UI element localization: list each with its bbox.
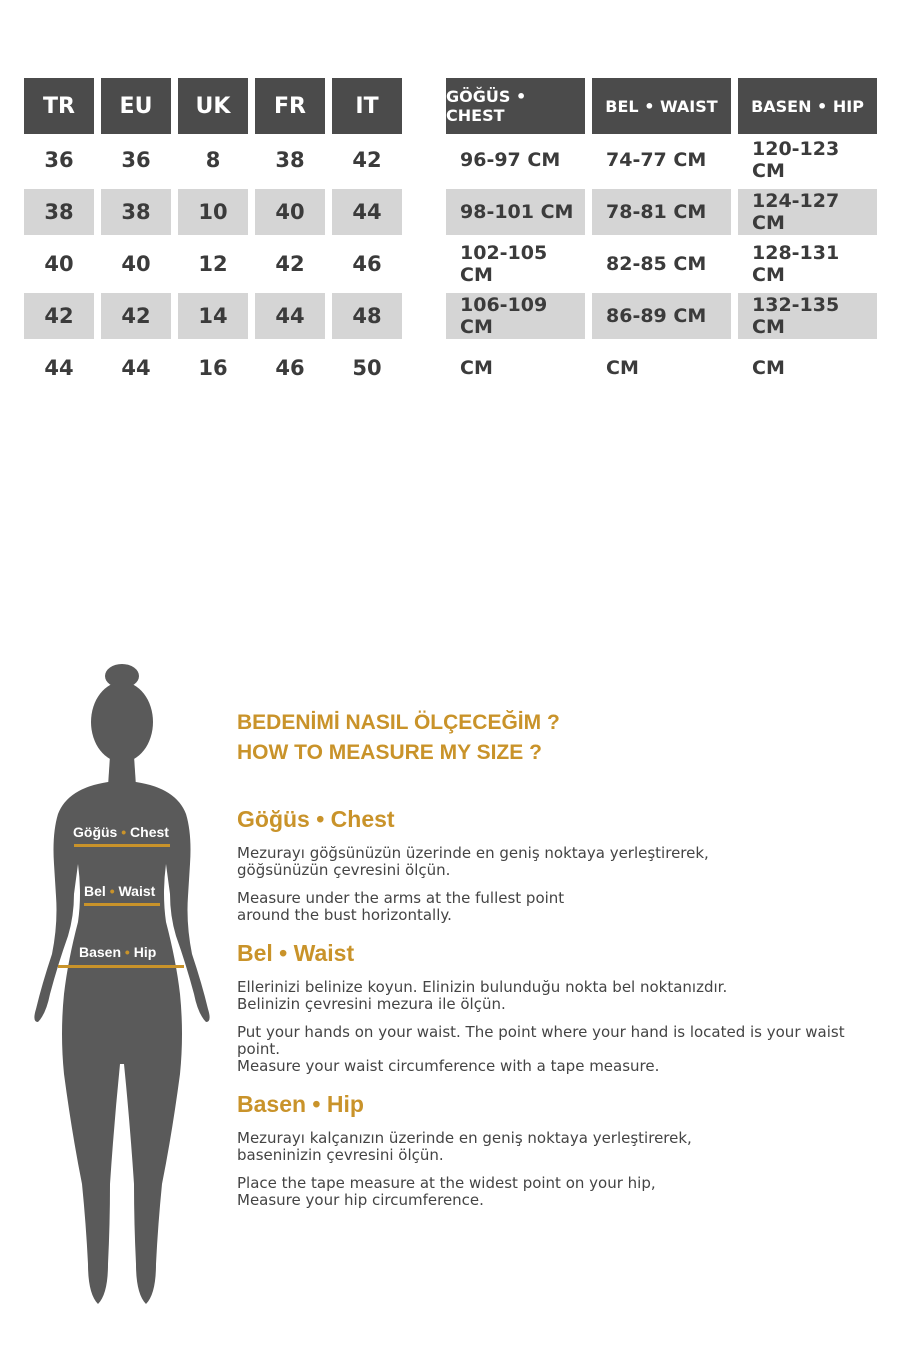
size-table-cell: 46 [352,252,382,276]
measure-table-header-cell: GÖĞÜS • CHEST [446,78,585,134]
guide-title-en: HOW TO MEASURE MY SIZE ? [237,741,542,764]
chest-section [237,806,877,924]
waist-tr-line-1: Ellerinizi belinize koyun. Elinizin bulunduğu nokta bel noktanızdır. [237,978,728,996]
measure-table-cell: 86-89 CM [592,293,731,339]
size-table-cell: 40 [121,252,151,276]
size-table-header-cell: TR [24,78,94,134]
chest-section-title: Göğüs • Chest [237,806,395,832]
size-table-cell: 36 [121,148,151,172]
size-table-cell: 14 [178,293,248,339]
measure-table-cell: 96-97 CM [460,149,561,171]
measure-table-cell: 82-85 CM [606,253,707,275]
size-table-header-row [24,78,409,134]
waist-tr-line-2: Belinizin çevresini mezura ile ölçün. [237,995,506,1013]
measure-table-header-row [446,78,884,134]
measure-table-cell: 120-123 CM [752,138,840,182]
size-table-cell: 36 [44,148,74,172]
hip-en-line-2: Measure your hip circumference. [237,1191,484,1209]
hip-figure-label: Basen • Hip [79,944,157,960]
chest-tr-line-2: göğsünüzün çevresini ölçün. [237,861,451,879]
size-conversion-table [24,78,409,394]
waist-section [237,940,877,1075]
body-silhouette-figure [28,664,218,1314]
size-table-cell: 46 [275,356,305,380]
size-table-cell: 44 [121,356,151,380]
size-table-cell: 10 [178,189,248,235]
chest-en-line-1: Measure under the arms at the fullest point [237,889,565,907]
size-table-cell: 38 [275,148,305,172]
measure-table-cell: CM [460,357,493,379]
measure-table-cell: 124-127 CM [738,189,877,235]
waist-marker-line [84,903,160,906]
measure-table-row [446,186,884,238]
size-table-header-cell: IT [332,78,402,134]
size-table-cell: 42 [275,252,305,276]
size-table-row [24,134,409,186]
measure-table-cell: 98-101 CM [446,189,585,235]
measure-table-cell: 132-135 CM [738,293,877,339]
hip-section-title: Basen • Hip [237,1091,364,1117]
size-table-cell: 50 [352,356,382,380]
waist-en-line-1: Put your hands on your waist. The point where your hand is located is your waist point. [237,1023,845,1058]
size-table-cell: 44 [255,293,325,339]
measuring-guide [237,708,877,1209]
measure-table-cell: CM [752,357,785,379]
size-table-cell: 40 [44,252,74,276]
measure-table-row [446,342,884,394]
size-table-row [24,238,409,290]
waist-figure-label: Bel • Waist [84,883,156,899]
size-table-cell: 42 [101,293,171,339]
size-table-cell: 48 [332,293,402,339]
chest-tr-line-1: Mezurayı göğsünüzün üzerinde en geniş noktaya yerleştirerek, [237,844,709,862]
size-table-row [24,342,409,394]
size-table-cell: 42 [352,148,382,172]
measure-table-cell: 128-131 CM [752,242,840,286]
chest-en-line-2: around the bust horizontally. [237,906,452,924]
size-table-cell: 42 [24,293,94,339]
measure-table-row [446,290,884,342]
measure-table-cell: CM [606,357,639,379]
size-table-cell: 44 [332,189,402,235]
hip-en-line-1: Place the tape measure at the widest point on your hip, [237,1174,656,1192]
size-table-cell: 8 [205,148,221,172]
size-table-cell: 16 [198,356,228,380]
size-table-cell: 44 [44,356,74,380]
size-table-cell: 12 [198,252,228,276]
measure-table-cell: 74-77 CM [606,149,707,171]
size-table-header-cell: FR [255,78,325,134]
measure-table-row [446,238,884,290]
body-measurement-table [446,78,884,394]
size-table-header-cell: UK [178,78,248,134]
measure-table-cell: 78-81 CM [592,189,731,235]
size-table-cell: 38 [24,189,94,235]
measure-table-cell: 106-109 CM [446,293,585,339]
hip-section [237,1091,877,1209]
waist-section-title: Bel • Waist [237,940,355,966]
woman-silhouette-icon [28,664,218,1314]
measure-table-cell: 102-105 CM [460,242,548,286]
size-table-row [24,290,409,342]
measure-table-row [446,134,884,186]
hip-tr-line-2: baseninizin çevresini ölçün. [237,1146,444,1164]
hip-marker-line [58,965,184,968]
measure-table-header-cell: BEL • WAIST [592,78,731,134]
size-table-cell: 38 [101,189,171,235]
hip-tr-line-1: Mezurayı kalçanızın üzerinde en geniş noktaya yerleştirerek, [237,1129,692,1147]
size-table-row [24,186,409,238]
waist-en-line-2: Measure your waist circumference with a tape measure. [237,1057,660,1075]
guide-title-tr: BEDENİMİ NASIL ÖLÇECEĞİM ? [237,711,560,734]
size-table-header-cell: EU [101,78,171,134]
chest-marker-line [74,844,170,847]
size-table-cell: 40 [255,189,325,235]
chest-figure-label: Göğüs • Chest [73,824,169,840]
measure-table-header-cell: BASEN • HIP [738,78,877,134]
